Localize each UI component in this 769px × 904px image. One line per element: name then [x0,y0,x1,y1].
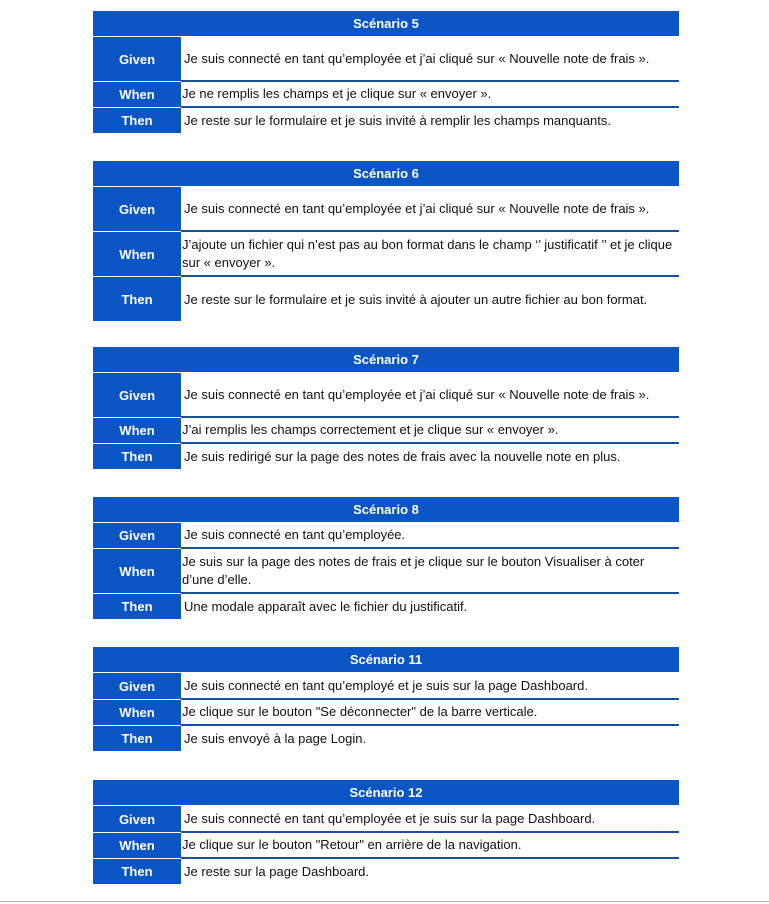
when-label: When [93,700,181,726]
scenario-table-12 [93,780,679,885]
when-label: When [93,418,181,444]
given-row [93,37,679,82]
then-row [93,594,679,620]
scenario-table-7 [93,347,679,470]
given-text: Je suis connecté en tant qu’employé et je suis sur la page Dashboard. [181,673,679,700]
given-text: Je suis connecté en tant qu’employée et je suis sur la page Dashboard. [181,806,679,833]
then-text: Une modale apparaît avec le fichier du justificatif. [184,599,468,614]
given-label: Given [93,523,181,549]
then-label: Then [93,859,181,885]
scenario-table-5 [93,11,679,134]
then-label: Then [93,277,181,322]
when-text: Je clique sur le bouton "Se déconnecter" de la barre verticale. [181,700,679,726]
when-row [93,232,679,277]
then-label: Then [93,108,181,134]
scenario-title: Scénario 12 [93,780,679,806]
then-text: Je suis envoyé à la page Login. [184,731,367,746]
when-label: When [93,82,181,108]
when-row [93,82,679,108]
when-text: J’ajoute un fichier qui n’est pas au bon format dans le champ ‘’ justificatif ’’ et je clique sur « envoyer ». [181,232,679,277]
scenario-title: Scénario 7 [93,347,679,373]
then-row [93,277,679,322]
given-text: Je suis connecté en tant qu’employée et j’ai cliqué sur « Nouvelle note de frais ». [181,187,679,232]
when-label: When [93,232,181,277]
then-row [93,726,679,752]
given-row [93,806,679,833]
given-text: Je suis connecté en tant qu’employée et j’ai cliqué sur « Nouvelle note de frais ». [181,373,679,418]
when-text: Je ne remplis les champs et je clique sur « envoyer ». [181,82,679,108]
when-row [93,833,679,859]
then-label: Then [93,594,181,620]
when-row [93,418,679,444]
page-bottom-divider [0,901,769,902]
then-row [93,859,679,885]
given-label: Given [93,673,181,700]
given-row [93,373,679,418]
scenario-table-11 [93,647,679,752]
scenario-title: Scénario 5 [93,11,679,37]
then-text: Je reste sur le formulaire et je suis invité à ajouter un autre fichier au bon format. [184,291,648,307]
then-text: Je reste sur la page Dashboard. [184,864,369,879]
when-text: Je clique sur le bouton "Retour" en arrière de la navigation. [181,833,679,859]
then-text: Je reste sur le formulaire et je suis invité à remplir les champs manquants. [184,113,612,128]
then-label: Then [93,444,181,470]
scenario-title: Scénario 11 [93,647,679,673]
when-row [93,549,679,594]
given-text: Je suis connecté en tant qu’employée et j’ai cliqué sur « Nouvelle note de frais ». [181,37,679,82]
then-label: Then [93,726,181,752]
given-text: Je suis connecté en tant qu’employée. [181,523,679,549]
given-label: Given [93,806,181,833]
then-row [93,444,679,470]
scenario-table-6 [93,161,679,322]
scenario-title: Scénario 8 [93,497,679,523]
given-label: Given [93,37,181,82]
when-text: Je suis sur la page des notes de frais et je clique sur le bouton Visualiser à coter d’une d’elle. [181,549,679,594]
given-label: Given [93,187,181,232]
when-label: When [93,833,181,859]
given-label: Given [93,373,181,418]
when-text: J’ai remplis les champs correctement et je clique sur « envoyer ». [181,418,679,444]
when-label: When [93,549,181,594]
when-row [93,700,679,726]
given-row [93,187,679,232]
then-row [93,108,679,134]
given-row [93,673,679,700]
scenario-table-8 [93,497,679,620]
then-text: Je suis redirigé sur la page des notes de frais avec la nouvelle note en plus. [184,449,621,464]
given-row [93,523,679,549]
scenario-title: Scénario 6 [93,161,679,187]
